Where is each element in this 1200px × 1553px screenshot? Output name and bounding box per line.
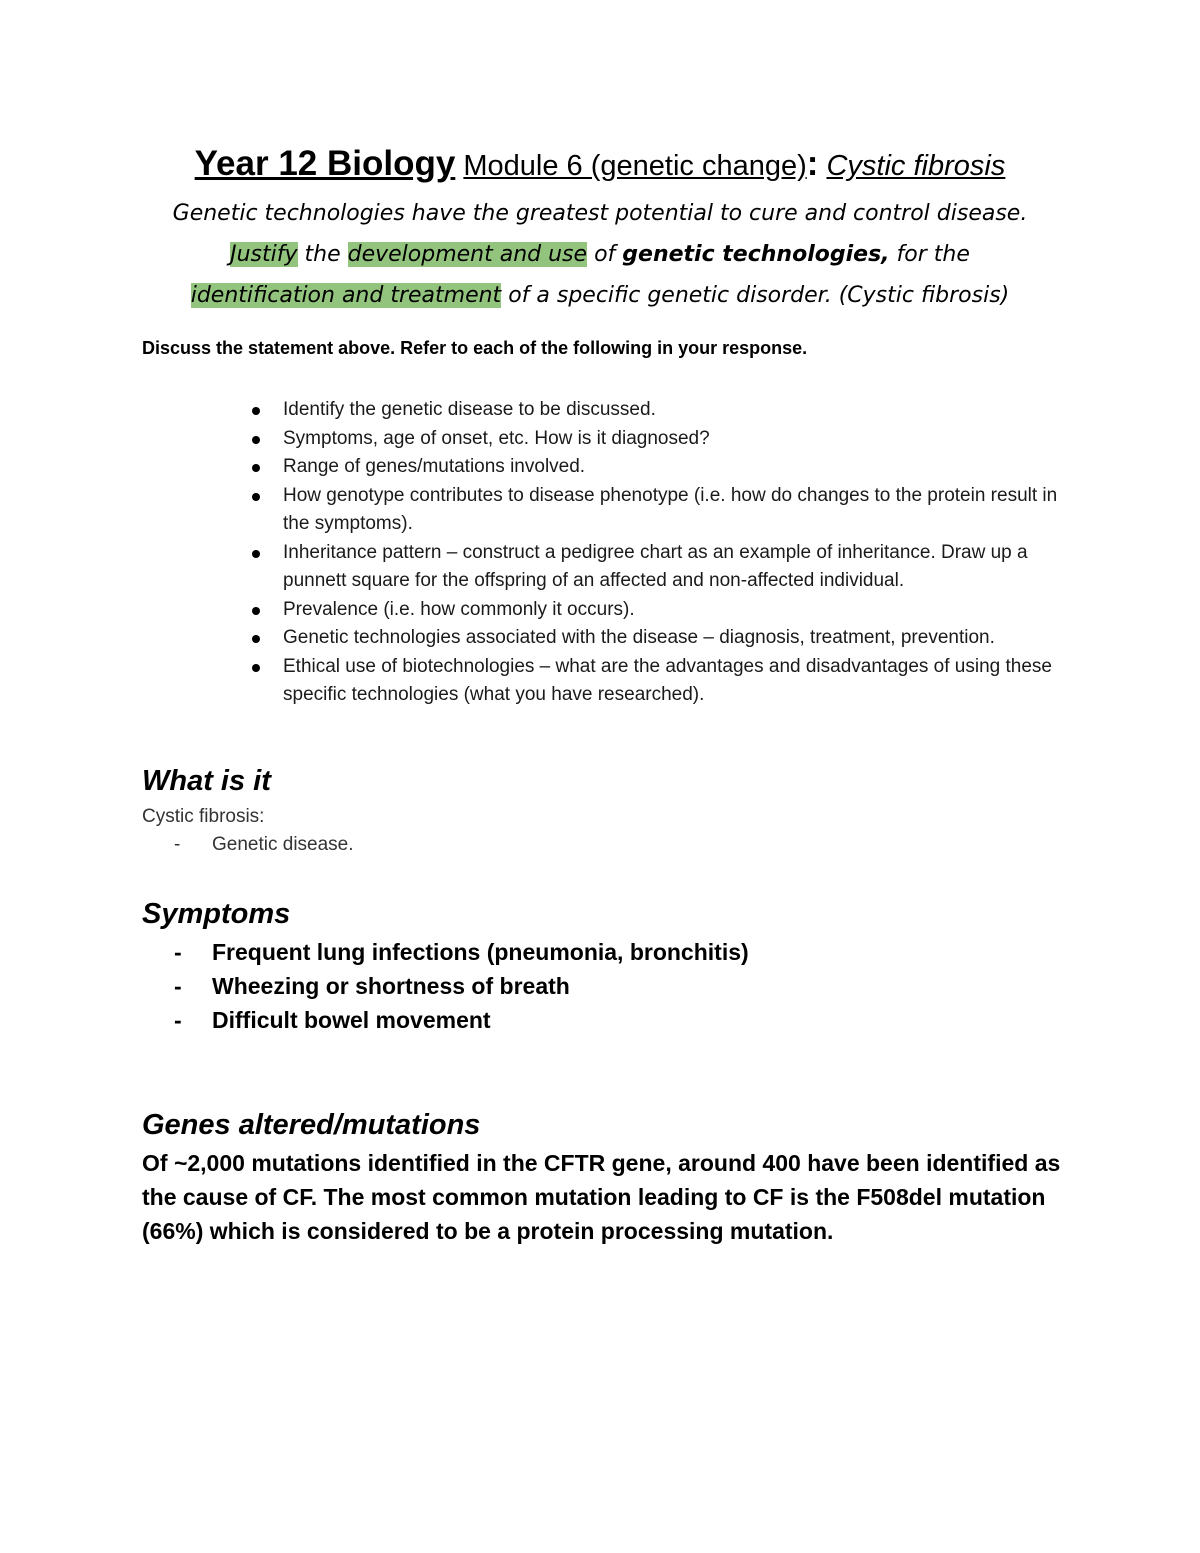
genes-paragraph: Of ~2,000 mutations identified in the CFTR gene, around 400 have been identified as the cause of CF. The most common mutation leading to CF is the F508del mutation (66%) which is considered to be a protein processing mutation.: [142, 1150, 1061, 1244]
prompt-the: the: [304, 242, 341, 267]
document-title: [0, 142, 1200, 188]
list-item: Genetic technologies associated with the disease – diagnosis, treatment, prevention.: [283, 624, 1083, 653]
list-item: Range of genes/mutations involved.: [283, 453, 1083, 482]
list-item: Prevalence (i.e. how commonly it occurs).: [283, 596, 1083, 625]
what-is-it-label: Cystic fibrosis:: [142, 806, 265, 827]
title-module: Module 6 (genetic change): [463, 150, 807, 182]
prompt-rest: of a specific genetic disorder. (Cystic fibrosis): [508, 283, 1010, 308]
list-item: Ethical use of biotechnologies – what are the advantages and disadvantages of using these specific technologies (what you have researched).: [283, 653, 1083, 710]
dash-marker: -: [174, 834, 181, 855]
title-course: Year 12 Biology: [194, 144, 456, 183]
list-item: [0, 831, 354, 859]
highlight-identification-and-treatment: identification and treatment: [190, 283, 502, 308]
prompt-line-3: [0, 275, 1200, 316]
list-item: How genotype contributes to disease phenotype (i.e. how do changes to the protein result in the symptoms).: [283, 482, 1083, 539]
title-topic: Cystic fibrosis: [826, 150, 1006, 182]
list-item: [0, 935, 749, 969]
prompt-line-2: [0, 234, 1200, 275]
prompt-for-the: for the: [896, 242, 970, 267]
list-item-text: Wheezing or shortness of breath: [212, 973, 570, 999]
list-item-text: Genetic disease.: [212, 834, 354, 855]
heading-symptoms: Symptoms: [142, 898, 291, 930]
list-item-text: Frequent lung infections (pneumonia, bronchitis): [212, 939, 749, 965]
highlight-development-and-use: development and use: [347, 242, 588, 267]
dash-marker: -: [174, 939, 182, 965]
list-item: [0, 969, 749, 1003]
prompt-of: of: [594, 242, 616, 267]
heading-genes-altered: Genes altered/mutations: [142, 1109, 481, 1141]
prompt-genetic-technologies: genetic technologies,: [622, 242, 890, 267]
question-prompt: [0, 193, 1200, 316]
list-item: Symptoms, age of onset, etc. How is it diagnosed?: [283, 425, 1083, 454]
symptoms-list: [0, 935, 749, 1037]
list-item: [0, 1003, 749, 1037]
discuss-instruction: Discuss the statement above. Refer to each of the following in your response.: [142, 338, 808, 358]
what-is-it-list: [0, 831, 354, 859]
dash-marker: -: [174, 973, 182, 999]
dash-marker: -: [174, 1007, 182, 1033]
heading-what-is-it: What is it: [142, 765, 271, 797]
list-item: Inheritance pattern – construct a pedigree chart as an example of inheritance. Draw up a punnett square for the offspring of an affected and non-affected individual.: [283, 539, 1083, 596]
title-colon: :: [806, 144, 819, 183]
list-item: Identify the genetic disease to be discussed.: [283, 396, 1083, 425]
prompt-line-1: Genetic technologies have the greatest potential to cure and control disease.: [172, 201, 1028, 226]
list-item-text: Difficult bowel movement: [212, 1007, 491, 1033]
requirements-list: [283, 396, 1083, 710]
highlight-justify: Justify: [230, 242, 298, 267]
